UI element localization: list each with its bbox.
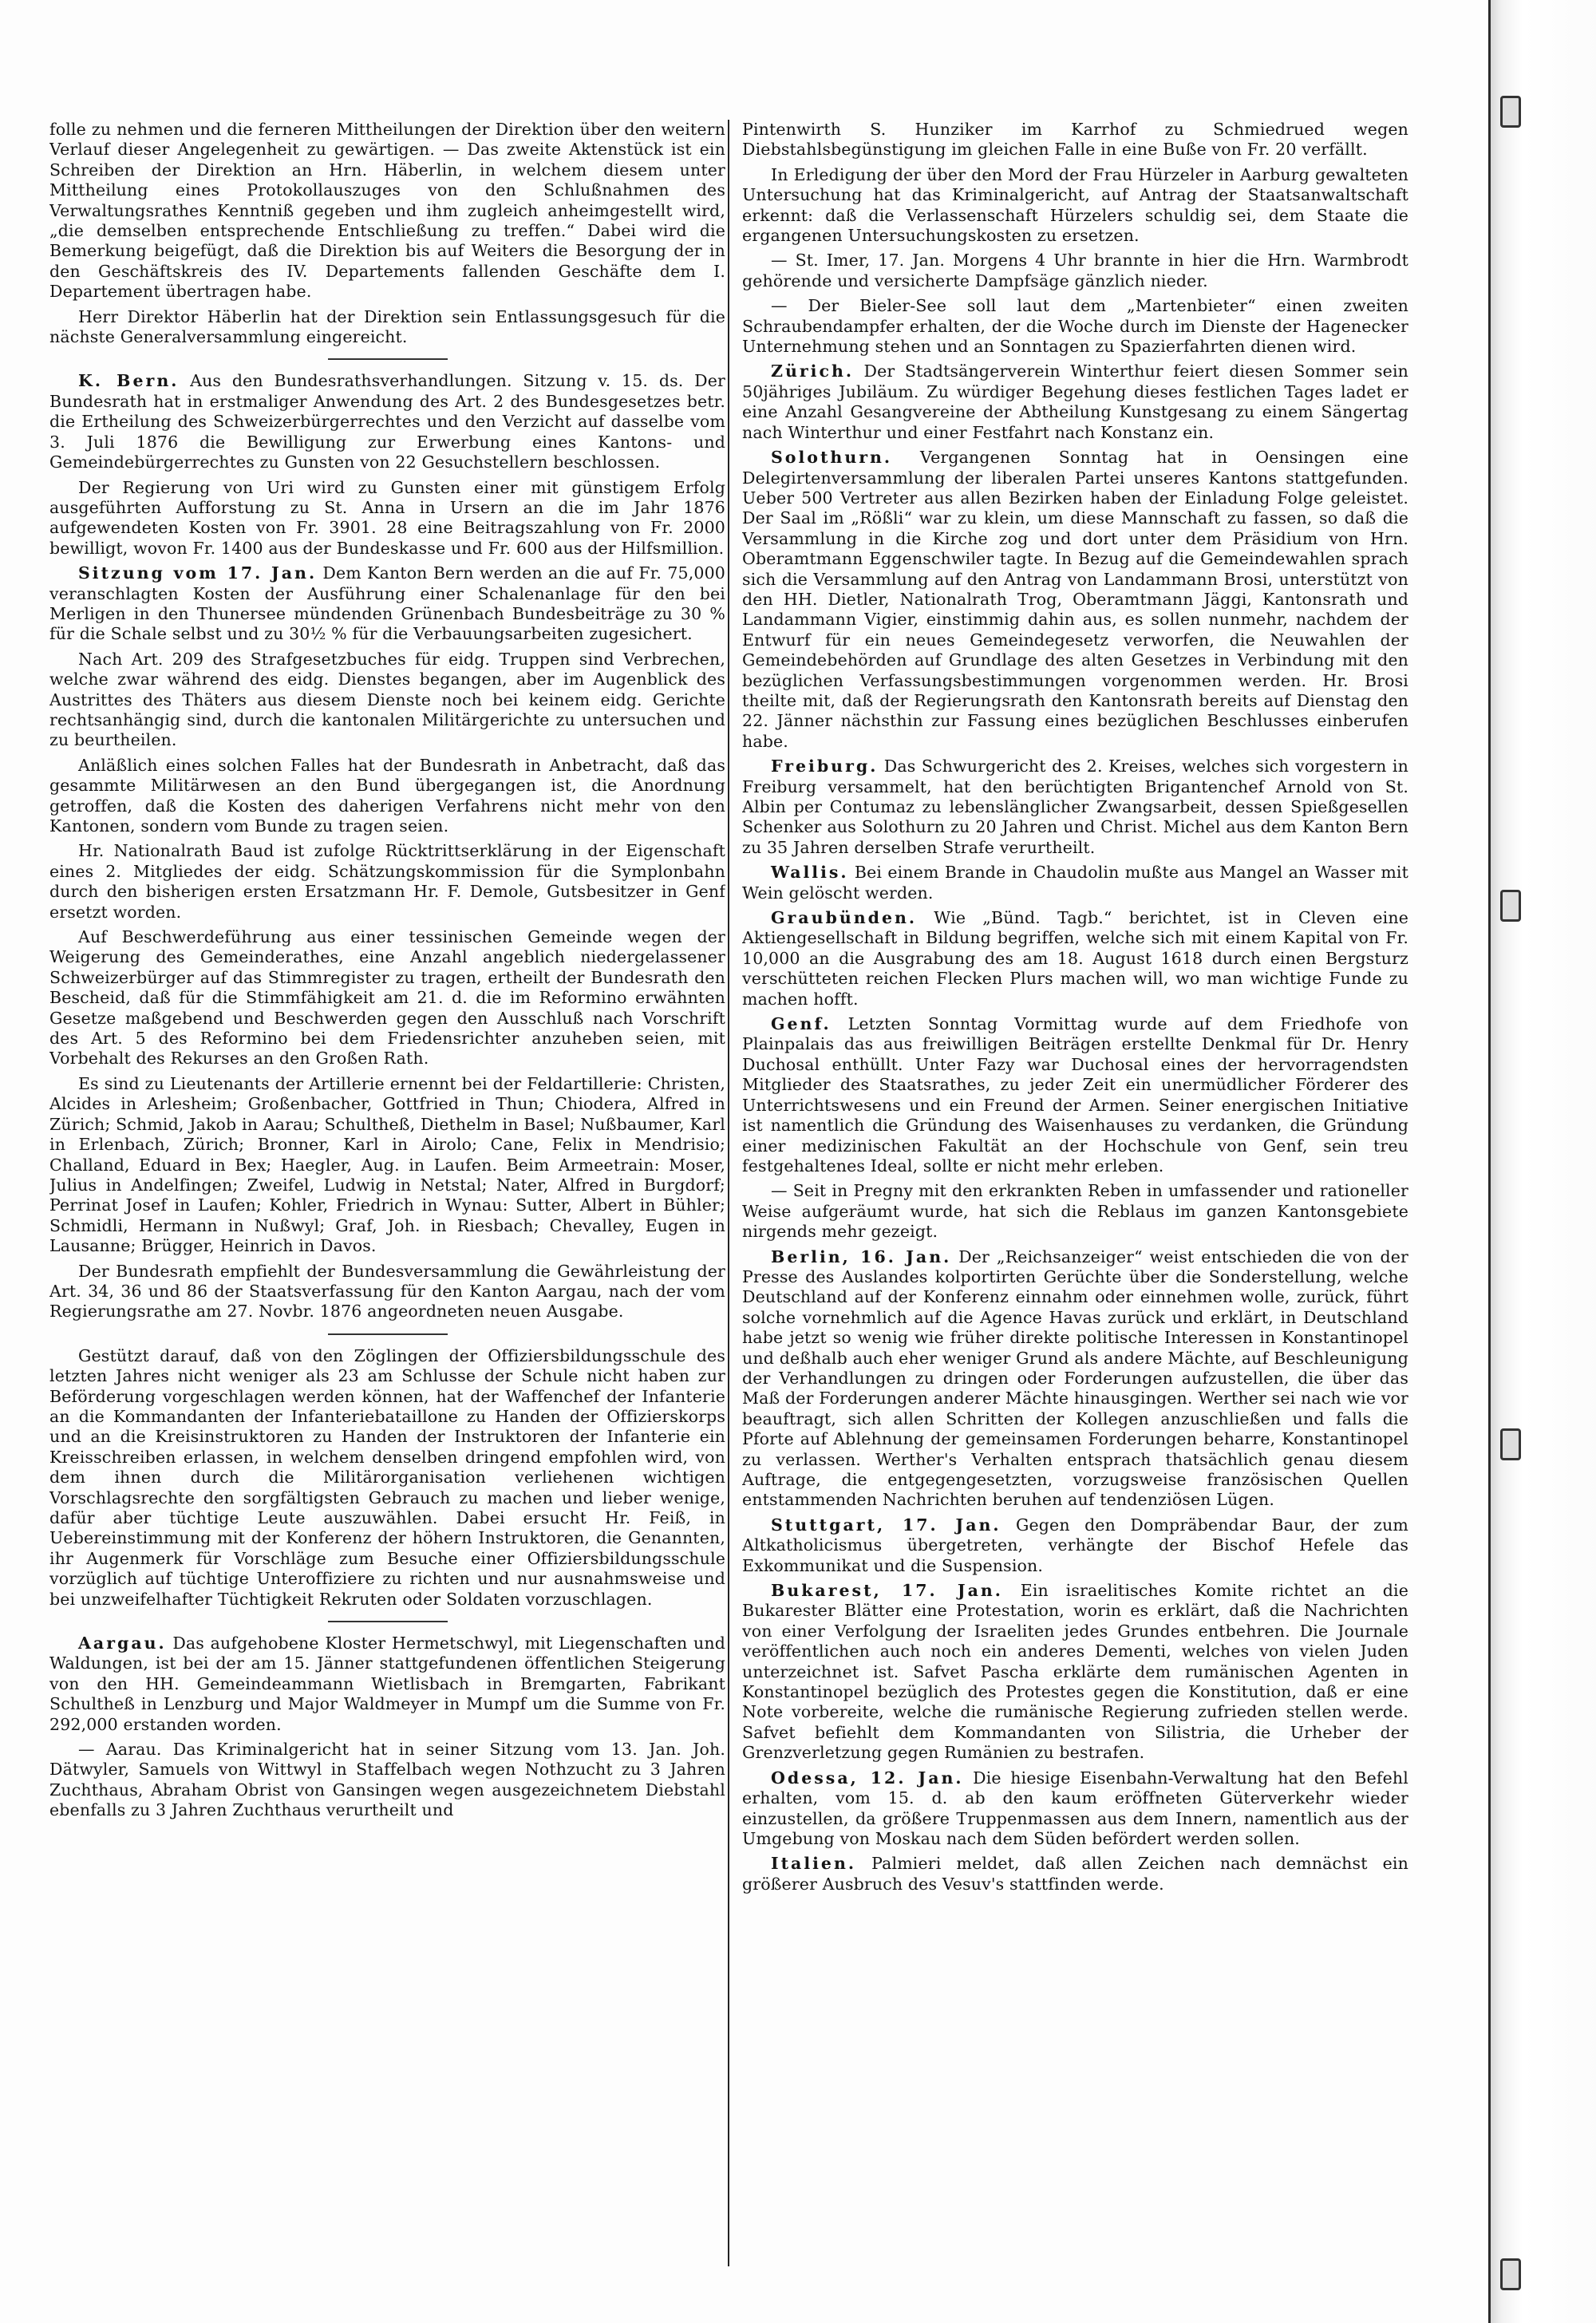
article-paragraph: Pintenwirth S. Hunziker im Karrhof zu Schmiedrued wegen Diebstahlsbegünstigung im gleichen Falle in eine Buße von Fr. 20 verfällt. — [742, 120, 1408, 160]
article-text: Aus den Bundesrathsverhandlungen. Sitzung v. 15. ds. Der Bundesrath hat in erstmaliger Anwendung des Art. 2 des Bundesgesetzes betr. die Ertheilung des Schweizerbürgerrechtes und den Verzicht auf dasselbe vom 3. Juli 1876 die Bewilligung zur Erwerbung eines Kantons- und Gemeindebürgerrechtes zu Gunsten von 22 Gesuchstellern beschlossen. — [49, 371, 725, 472]
article-paragraph — [742, 908, 1408, 1009]
article-paragraph: folle zu nehmen und die ferneren Mittheilungen der Direktion über den weitern Verlauf dieser Angelegenheit zu gewärtigen. — Das zweite Aktenstück ist ein Schreiben der Direktion an Hrn. Häberlin, in welchem diesem unter Mittheilung eines Protokollauszuges von den Schlußnahmen des Verwaltungsrathes Kenntniß gegeben und ihm zugleich anheimgestellt wird, „die demselben entsprechende Entschließung zu treffen.“ Dabei wird die Bemerkung beigefügt, daß die Direktion bis auf Weiters die Besorgung der in den Geschäftskreis des IV. Departements fallenden Geschäfte dem I. Departement übertragen habe. — [49, 120, 725, 302]
article-text: Ein israelitisches Komite richtet an die Bukarester Blätter eine Protestation, worin es erklärt, daß die Nachrichten von einer Verfolgung der Israeliten jedes Grundes entbehren. Die Journale veröffentlichen auch noch ein anderes Dementi, welches von vielen Juden unterzeichnet ist. Safvet Pascha erklärte dem rumänischen Agenten in Konstantinopel bezüglich des Protestes gegen die Konstitution, daß er eine Note vorbereite, welche die rumänische Regierung zufrieden stellen werde. Safvet befiehlt dem Kommandanten von Silistria, die Urheber der Grenzverletzung gegen Rumänien zu bestrafen. — [742, 1581, 1408, 1763]
dateline: Genf. — [771, 1014, 832, 1034]
article-text: Das Schwurgericht des 2. Kreises, welches sich vorgestern in Freiburg versammelt, hat den berüchtigten Brigantenchef Arnold von St. Albin per Contumaz zu lebenslänglicher Zwangsarbeit, dessen Spießgesellen Schenker aus Solothurn zu 20 Jahren und Christ. Michel aus dem Kanton Bern zu 35 Jahren derselben Strafe verurtheilt. — [742, 757, 1408, 857]
dateline: Aargau. — [78, 1634, 167, 1653]
article-paragraph — [49, 563, 725, 645]
dateline: Graubünden. — [771, 908, 918, 928]
article-paragraph — [742, 1581, 1408, 1764]
article-paragraph: — St. Imer, 17. Jan. Morgens 4 Uhr brannte in hier die Hrn. Warmbrodt gehörende und versicherte Dampfsäge gänzlich nieder. — [742, 251, 1408, 290]
article-paragraph: Gestützt darauf, daß von den Zöglingen der Offiziersbildungsschule des letzten Jahres nicht weniger als 23 am Schlusse der Schule nicht haben zur Beförderung vorgeschlagen werden können, hat der Waffenchef der Infanterie an die Kommandanten der Infanteriebataillone zu Handen der Offizierskorps und an die Kreisinstruktoren zu Handen der Instruktoren der Infanterie ein Kreisschreiben erlassen, in welchem denselben dringend empfohlen wird, von dem ihnen durch die Militärorganisation verliehenen wichtigen Vorschlagsrechte den sorgfältigsten Gebrauch zu machen und lieber wenige, dafür aber tüchtige Leute auszuwählen. Dabei ersucht Hr. Feiß, in Uebereinstimmung mit der Konferenz der höhern Instruktoren, die Genannten, ihr Augenmerk für Vorschläge zum Besuche einer Offiziersbildungsschule vorzüglich auf tüchtige Unteroffiziere zu richten und nur ausnahmsweise und bei unzweifelhafter Tüchtigkeit Rekruten oder Soldaten vorzuschlagen. — [49, 1345, 725, 1609]
dateline: Bukarest, 17. Jan. — [771, 1581, 1003, 1601]
article-paragraph: Der Regierung von Uri wird zu Gunsten einer mit günstigem Erfolg ausgeführten Aufforstung zu St. Anna in Ursern an die im Jahr 1876 aufgewendeten Kosten von Fr. 3901. 28 eine Beitragszahlung von Fr. 2000 bewilligt, wovon Fr. 1400 aus der Bundeskasse und Fr. 600 aus der Hilfsmillion. — [49, 477, 725, 558]
article-paragraph — [742, 361, 1408, 443]
dateline: Solothurn. — [771, 448, 893, 468]
article-paragraph: Auf Beschwerdeführung aus einer tessinischen Gemeinde wegen der Weigerung des Gemeinderathes, eine Anzahl angeblich niedergelassener Schweizerbürger auf das Stimmregister zu tragen, ertheilt der Bundesrath den Bescheid, daß für die Stimmfähigkeit am 21. d. die im Reformino erwähnten Gesetze maßgebend und Beschwerden gegen den Ausschluß nach Vorschrift des Art. 5 des Reformino bei dem Friedensrichter anzuheben seien, mit Vorbehalt des Rekurses an den Großen Rath. — [49, 927, 725, 1069]
dateline: K. Bern. — [78, 371, 180, 391]
article-paragraph — [742, 863, 1408, 903]
article-text: Der „Reichsanzeiger“ weist entschieden die von der Presse des Auslandes kolportirten Gerüchte über die Sonderstellung, welche Deutschland auf der Konferenz einnahm oder einnehmen wolle, zurück, führt solche vornehmlich auf die Agence Havas zurück und erklärt, in Deutschland habe jetzt so wenig wie früher direkte politische Interessen in Konstantinopel und deßhalb auch eher weniger Grund als andere Mächte, auf Beschleunigung der Verhandlungen zu dringen oder Forderungen aufzustellen, die über das Maß der Forderungen anderer Mächte hinausgingen. Werther sei nach wie vor beauftragt, sich allen Schritten der Kollegen anzuschließen und falls die Pforte auf Ablehnung der gemeinsamen Forderungen beharre, Konstantinopel zu verlassen. Werther's Verhalten entsprach thatsächlich genau diesem Auftrage, die entgegengesetzten, vorzugsweise französischen Quellen entstammenden Nachrichten beruhen auf tendenziösen Lügen. — [742, 1246, 1408, 1510]
binding-stitch — [1500, 1428, 1521, 1460]
article-text: Das aufgehobene Kloster Hermetschwyl, mit Liegenschaften und Waldungen, ist bei der am 15. Jänner stattgefundenen öffentlichen Steigerung von den HH. Gemeindeammann Wietlisbach in Bremgarten, Fabrikant Schultheß in Lenzburg und Major Waldmeyer in Mumpf um die Summe von Fr. 292,000 erstanden worden. — [49, 1634, 725, 1734]
dateline: Freiburg. — [771, 757, 879, 776]
article-paragraph — [49, 371, 725, 472]
article-paragraph — [742, 757, 1408, 858]
binding-stitch — [1500, 2258, 1521, 2290]
article-paragraph: Anläßlich eines solchen Falles hat der Bundesrath in Anbetracht, daß das gesammte Militärwesen an den Bund übergegangen ist, die Anordnung getroffen, daß die Kosten des daherigen Verfahrens nicht mehr von den Kantonen, sondern vom Bunde zu tragen seien. — [49, 755, 725, 836]
article-paragraph: — Der Bieler-See soll laut dem „Martenbieter“ einen zweiten Schraubendampfer erhalten, der die Woche durch im Dienste der Hagenecker Unternehmung stehen und an Sonntagen zu Spazierfahrten dienen wird. — [742, 296, 1408, 357]
article-text: Gegen den Dompräbendar Baur, der zum Altkatholicismus übergetreten, verhängte der Bischof Hefele das Exkommunikat und die Suspension. — [742, 1515, 1408, 1575]
article-paragraph: Der Bundesrath empfiehlt der Bundesversammlung die Gewährleistung der Art. 34, 36 und 86 der Staatsverfassung für den Kanton Aargau, nach der vom Regierungsrathe am 27. Novbr. 1876 angeordneten neuen Ausgabe. — [49, 1261, 725, 1322]
article-paragraph — [742, 1854, 1408, 1894]
article-paragraph — [742, 448, 1408, 752]
dateline: Berlin, 16. Jan. — [771, 1246, 952, 1266]
dateline: Odessa, 12. Jan. — [771, 1768, 964, 1788]
article-paragraph: — Seit in Pregny mit den erkrankten Reben in umfassender und rationeller Weise aufgeräumt wurde, hat sich die Reblaus im ganzen Kantonsgebiete nirgends mehr gezeigt. — [742, 1181, 1408, 1242]
dateline: Sitzung vom 17. Jan. — [78, 563, 318, 583]
article-text: Die hiesige Eisenbahn-Verwaltung hat den Befehl erhalten, vom 15. d. ab den kaum eröffneten Güterverkehr wieder einzustellen, da größere Truppenmassen aus dem Innern, namentlich aus der Umgebung von Moskau nach dem Süden befördert werden sollen. — [742, 1768, 1408, 1848]
article-text: Vergangenen Sonntag hat in Oensingen eine Delegirtenversammlung der liberalen Partei unseres Kantons stattgefunden. Ueber 500 Vertreter aus allen Bezirken haben der Einladung Folge geleistet. Der Saal im „Rößli“ war zu klein, um diese Mannschaft zu fassen, so daß die Versammlung in die Kirche zog und dort unter dem Präsidium von Hrn. Oberamtmann Eggenschwiler tagte. In Bezug auf die Gemeindewahlen sprach sich die Versammlung auf den Antrag von Landammann Brosi, unterstützt von den HH. Dietler, Nationalrath Trog, Oberamtmann Jäggi, Kantonsrath und Landammann Vigier, einstimmig dahin aus, es sollen nunmehr, nachdem der Entwurf für ein neues Gemeindegesetz verworfen, die Neuwahlen der Gemeindebehörden auf Grundlage des alten Gesetzes in Verbindung mit den bezüglichen Verfassungsbestimmungen vorgenommen werden. Hr. Brosi theilte mit, daß der Regierungsrath den Kantonsrath bereits auf Dienstag den 22. Jänner nächsthin zur Fassung eines bezüglichen Beschlusses einberufen habe. — [742, 448, 1408, 751]
article-paragraph — [742, 1768, 1408, 1850]
article-paragraph: — Aarau. Das Kriminalgericht hat in seiner Sitzung vom 13. Jan. Joh. Dätwyler, Samuels von Wittwyl in Staffelbach wegen Nothzucht zu 3 Jahren Zuchthaus, Abraham Obrist von Gansingen wegen ausgezeichnetem Diebstahl ebenfalls zu 3 Jahren Zuchthaus verurtheilt und — [49, 1740, 725, 1820]
article-paragraph: Herr Direktor Häberlin hat der Direktion sein Entlassungsgesuch für die nächste Generalversammlung eingereicht. — [49, 306, 725, 347]
binding-stitch — [1500, 890, 1521, 922]
article-paragraph — [742, 1247, 1408, 1511]
right-column — [742, 120, 1408, 2290]
article-paragraph: Nach Art. 209 des Strafgesetzbuches für eidg. Truppen sind Verbrechen, welche zwar während des eidg. Dienstes begangen, aber im Augenblick des Austrittes des Thäters aus diesem Dienste noch bei keinem eidg. Gerichte rechtsanhängig sind, durch die kantonalen Militärgerichte zu untersuchen und zu beurtheilen. — [49, 649, 725, 750]
dateline: Italien. — [771, 1854, 857, 1874]
binding-edge — [1488, 0, 1596, 2323]
left-column — [49, 120, 725, 2290]
article-paragraph — [49, 1634, 725, 1735]
dateline: Zürich. — [771, 361, 854, 381]
article-paragraph: Es sind zu Lieutenants der Artillerie ernennt bei der Feldartillerie: Christen, Alcides in Arlesheim; Großenbacher, Gottfried in Thun; Chiodera, Alfred in Zürich; Schmid, Jakob in Aarau; Schultheß, Diethelm in Basel; Nußbaumer, Karl in Erlenbach, Zürich; Bronner, Karl in Airolo; Cane, Felix in Mendrisio; Challand, Eduard in Bex; Haegler, Aug. in Laufen. Beim Armeetrain: Moser, Julius in Andelfingen; Zweifel, Ludwig in Netstal; Nater, Alfred in Burgdorf; Perrinat Josef in Laufen; Kohler, Friedrich in Wynau: Sutter, Albert in Bühler; Schmidli, Hermann in Nußwyl; Graf, Joh. in Riesbach; Chevalley, Eugen in Lausanne; Brügger, Heinrich in Davos. — [49, 1073, 725, 1256]
article-paragraph — [742, 1515, 1408, 1576]
article-paragraph: In Erledigung der über den Mord der Frau Hürzeler in Aarburg gewalteten Untersuchung hat das Kriminalgericht, auf Antrag der Staatsanwaltschaft erkennt: daß die Verlassenschaft Hürzelers schuldig sei, dem Staate die ergangenen Untersuchungskosten zu ersetzen. — [742, 164, 1408, 246]
article-text: Der Stadtsängerverein Winterthur feiert diesen Sommer sein 50jähriges Jubiläum. Zu würdiger Begehung dieses festlichen Tages ladet er eine Anzahl Gesangvereine der Abtheilung Kunstgesang zu einem Sängertag nach Winterthur und einer Festfahrt nach Konstanz ein. — [742, 361, 1408, 442]
article-paragraph: Hr. Nationalrath Baud ist zufolge Rücktrittserklärung in der Eigenschaft eines 2. Mitgliedes der eidg. Schätzungskommission für die Symplonbahn durch den bisherigen ersten Ersatzmann Hr. F. Demole, Gutsbesitzer in Genf ersetzt worden. — [49, 841, 725, 922]
binding-stitch — [1500, 96, 1521, 128]
column-rule — [728, 120, 729, 2266]
dateline: Stuttgart, 17. Jan. — [771, 1515, 1001, 1535]
dateline: Wallis. — [771, 863, 849, 883]
article-text: Palmieri meldet, daß allen Zeichen nach demnächst ein größerer Ausbruch des Vesuv's stattfinden werde. — [742, 1854, 1408, 1894]
section-separator — [328, 1621, 448, 1622]
article-text: Dem Kanton Bern werden an die auf Fr. 75,000 veranschlagten Kosten der Ausführung einer Schalenanlage für den bei Merligen in den Thunersee mündenden Grünenbach Bundesbeiträge zu 30 % für die Schale selbst und zu 30½ % für die Verbauungsarbeiten zugesichert. — [49, 563, 725, 644]
article-paragraph — [742, 1014, 1408, 1176]
article-text: Bei einem Brande in Chaudolin mußte aus Mangel an Wasser mit Wein gelöscht werden. — [742, 863, 1408, 903]
article-text: Wie „Bünd. Tagb.“ berichtet, ist in Cleven eine Aktiengesellschaft in Bildung begriffen, welche sich mit einem Kapital von Fr. 10,000 an die Ausgrabung des am 18. August 1618 durch einen Bergsturz verschütteten reichen Flecken Plurs machen will, wo man wichtige Funde zu machen hofft. — [742, 908, 1408, 1009]
article-text: Letzten Sonntag Vormittag wurde auf dem Friedhofe von Plainpalais das aus freiwilligen Beiträgen erstellte Denkmal für Dr. Henry Duchosal enthüllt. Unter Fazy war Duchosal eines der hervorragendsten Mitglieder des Staatsrathes, zu jeder Zeit ein unermüdlicher Förderer des Unterrichtswesens und ein Freund der Armen. Seiner energischen Initiative ist namentlich die Gründung des Waisenhauses zu verdanken, die Gründung einer medizinischen Fakultät an der Hochschule von Genf, sein treu festgehaltenes Ideal, sollte er nicht mehr erleben. — [742, 1014, 1408, 1175]
section-separator — [328, 1333, 448, 1335]
section-separator — [328, 358, 448, 360]
